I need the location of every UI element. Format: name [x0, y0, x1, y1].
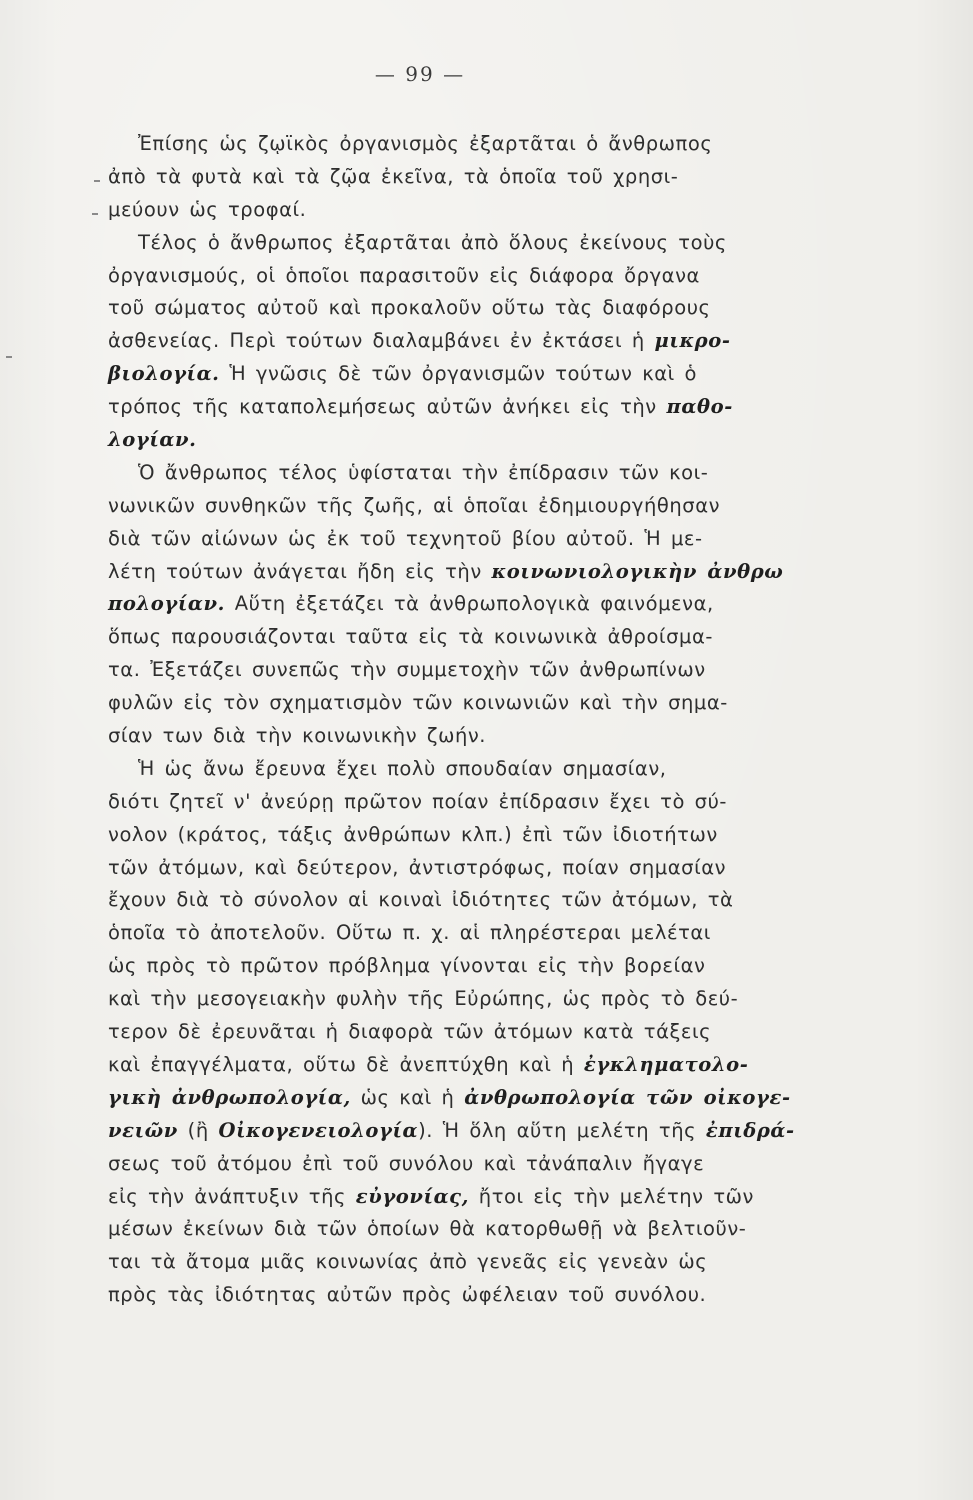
text-segment: τα. Ἐξετάζει συνεπῶς τὴν συμμετοχὴν τῶν ἀνθρωπίνων	[108, 658, 706, 682]
text-segment: ὡς καὶ ἡ	[350, 1085, 465, 1109]
body-text	[108, 128, 828, 1358]
text-line	[108, 1049, 828, 1082]
text-segment: πρὸς τὰς ἰδιότητας αὐτῶν πρὸς ὠφέλειαν τοῦ συνόλου.	[108, 1283, 707, 1307]
text-line	[108, 884, 828, 917]
text-segment: διὰ τῶν αἰώνων ὡς ἐκ τοῦ τεχνητοῦ βίου αὐτοῦ. Ἡ με-	[108, 526, 703, 550]
text-line	[108, 1016, 828, 1049]
text-segment: εἰς τὴν ἀνάπτυξιν τῆς	[108, 1184, 356, 1208]
text-segment: σεως τοῦ ἀτόμου ἐπὶ τοῦ συνόλου καὶ τἀνάπαλιν ἤγαγε	[108, 1151, 705, 1175]
text-line	[108, 260, 828, 293]
text-segment: ὅπως παρουσιάζονται ταῦτα εἰς τὰ κοινωνικὰ ἀθροίσμα-	[108, 625, 713, 649]
text-line	[108, 194, 828, 227]
text-segment: καὶ ἐπαγγέλματα, οὕτω δὲ ἀνεπτύχθη καὶ ἡ	[108, 1052, 584, 1076]
margin-mark	[92, 213, 98, 215]
text-line	[108, 556, 828, 589]
emphasized-term: ἐπιδρά-	[705, 1118, 795, 1142]
text-line	[108, 983, 828, 1016]
text-line	[108, 720, 828, 753]
text-segment: Ἡ ὡς ἄνω ἔρευνα ἔχει πολὺ σπουδαίαν σημασίαν,	[138, 756, 667, 780]
text-line	[108, 358, 828, 391]
page-number: — 99 —	[374, 62, 466, 86]
text-segment: ἤτοι εἰς τὴν μελέτην τῶν	[469, 1184, 754, 1208]
text-segment: ἀσθενείας. Περὶ τούτων διαλαμβάνει ἐν ἐκτάσει ἡ	[108, 329, 655, 353]
text-line	[108, 1148, 828, 1181]
text-segment: νολον (κράτος, τάξις ἀνθρώπων κλπ.) ἐπὶ τῶν ἰδιοτήτων	[108, 822, 718, 846]
text-line	[108, 292, 828, 325]
text-segment: μέσων ἐκείνων διὰ τῶν ὁποίων θὰ κατορθωθῇ νὰ βελτιοῦν-	[108, 1217, 747, 1241]
text-segment: ἀπὸ τὰ φυτὰ καὶ τὰ ζῷα ἐκεῖνα, τὰ ὁποῖα τοῦ χρησι-	[108, 164, 679, 188]
text-line	[108, 1115, 828, 1148]
text-line	[108, 161, 828, 194]
text-line	[108, 490, 828, 523]
text-segment: Αὕτη ἐξετάζει τὰ ἀνθρωπολογικὰ φαινόμενα,	[225, 592, 714, 616]
text-line	[108, 227, 828, 260]
text-segment: σίαν των διὰ τὴν κοινωνικὴν ζωήν.	[108, 724, 487, 748]
text-line	[108, 753, 828, 786]
text-segment: ὁποῖα τὸ ἀποτελοῦν. Οὕτω π. χ. αἱ πληρέστεραι μελέται	[108, 921, 711, 945]
emphasized-term: εὐγονίας,	[355, 1184, 470, 1208]
text-segment: Ἐπίσης ὡς ζῳϊκὸς ὀργανισμὸς ἐξαρτᾶται ὁ ἄνθρωπος	[138, 132, 713, 155]
emphasized-term: βιολογία.	[108, 362, 220, 386]
text-segment: τοῦ σώματος αὐτοῦ καὶ προκαλοῦν οὕτω τὰς διαφόρους	[108, 296, 711, 320]
text-segment: λέτη τούτων ἀνάγεται ἤδη εἰς τὴν	[108, 559, 492, 583]
text-segment: (ἢ	[177, 1118, 219, 1142]
emphasized-term: λογίαν.	[108, 428, 197, 452]
text-line	[108, 1213, 828, 1246]
emphasized-term: πολογίαν.	[108, 592, 225, 616]
text-line	[108, 819, 828, 852]
text-line	[108, 917, 828, 950]
emphasized-term: μικρο-	[654, 329, 731, 353]
emphasized-term: παθο-	[666, 395, 733, 419]
text-line	[108, 523, 828, 556]
text-line	[108, 391, 828, 424]
text-segment: μεύουν ὡς τροφαί.	[108, 197, 307, 221]
text-segment: ὡς πρὸς τὸ πρῶτον πρόβλημα γίνονται εἰς τὴν βορείαν	[108, 954, 706, 978]
text-segment: φυλῶν εἰς τὸν σχηματισμὸν τῶν κοινωνιῶν καὶ τὴν σημα-	[108, 691, 728, 715]
emphasized-term: ἀνθρωπολογία τῶν οἰκογε-	[464, 1085, 791, 1109]
emphasized-term: ἐγκληματολο-	[583, 1052, 749, 1076]
text-line	[108, 457, 828, 490]
text-segment: ἔχουν διὰ τὸ σύνολον αἱ κοιναὶ ἰδιότητες τῶν ἀτόμων, τὰ	[108, 888, 734, 912]
text-line	[108, 1181, 828, 1214]
text-line	[108, 1279, 828, 1312]
text-line	[108, 1246, 828, 1279]
text-line	[108, 852, 828, 885]
emphasized-term: νειῶν	[108, 1118, 178, 1142]
text-segment: ται τὰ ἄτομα μιᾶς κοινωνίας ἀπὸ γενεᾶς εἰς γενεὰν ὡς	[108, 1250, 708, 1274]
text-segment: ). Ἡ ὅλη αὕτη μελέτη τῆς	[418, 1118, 706, 1142]
text-line	[108, 424, 828, 457]
text-segment: καὶ τὴν μεσογειακὴν φυλὴν τῆς Εὐρώπης, ὡς πρὸς τὸ δεύ-	[108, 987, 739, 1011]
text-line	[108, 687, 828, 720]
text-segment: τρόπος τῆς καταπολεμήσεως αὐτῶν ἀνήκει εἰς τὴν	[108, 395, 667, 419]
emphasized-term: κοινωνιολογικὴν ἀνθρω	[491, 559, 784, 583]
margin-mark	[6, 356, 12, 358]
text-line	[108, 588, 828, 621]
text-segment: τῶν ἀτόμων, καὶ δεύτερον, ἀντιστρόφως, ποίαν σημασίαν	[108, 855, 727, 879]
text-segment: Τέλος ὁ ἄνθρωπος ἐξαρτᾶται ἀπὸ ὅλους ἐκείνους τοὺς	[138, 230, 727, 254]
text-segment: τερον δὲ ἐρευνᾶται ἡ διαφορὰ τῶν ἀτόμων κατὰ τάξεις	[108, 1020, 712, 1044]
text-segment: Ὁ ἄνθρωπος τέλος ὑφίσταται τὴν ἐπίδρασιν τῶν κοι-	[138, 460, 709, 484]
text-segment: νωνικῶν συνθηκῶν τῆς ζωῆς, αἱ ὁποῖαι ἐδημιουργήθησαν	[108, 493, 721, 517]
text-segment: ὀργανισμούς, οἱ ὁποῖοι παρασιτοῦν εἰς διάφορα ὄργανα	[108, 263, 700, 287]
text-segment: Ἡ γνῶσις δὲ τῶν ὀργανισμῶν τούτων καὶ ὁ	[219, 362, 698, 386]
text-line	[108, 786, 828, 819]
emphasized-term: γικὴ ἀνθρωπολογία,	[108, 1085, 351, 1109]
text-line	[108, 950, 828, 983]
text-segment: διότι ζητεῖ ν' ἀνεύρῃ πρῶτον ποίαν ἐπίδρασιν ἔχει τὸ σύ-	[108, 789, 727, 813]
text-line	[108, 621, 828, 654]
text-line	[108, 128, 828, 161]
text-line	[108, 654, 828, 687]
text-line	[108, 1082, 828, 1115]
text-line	[108, 325, 828, 358]
emphasized-term: Οἰκογενειολογία	[218, 1118, 419, 1142]
margin-mark	[94, 180, 100, 182]
